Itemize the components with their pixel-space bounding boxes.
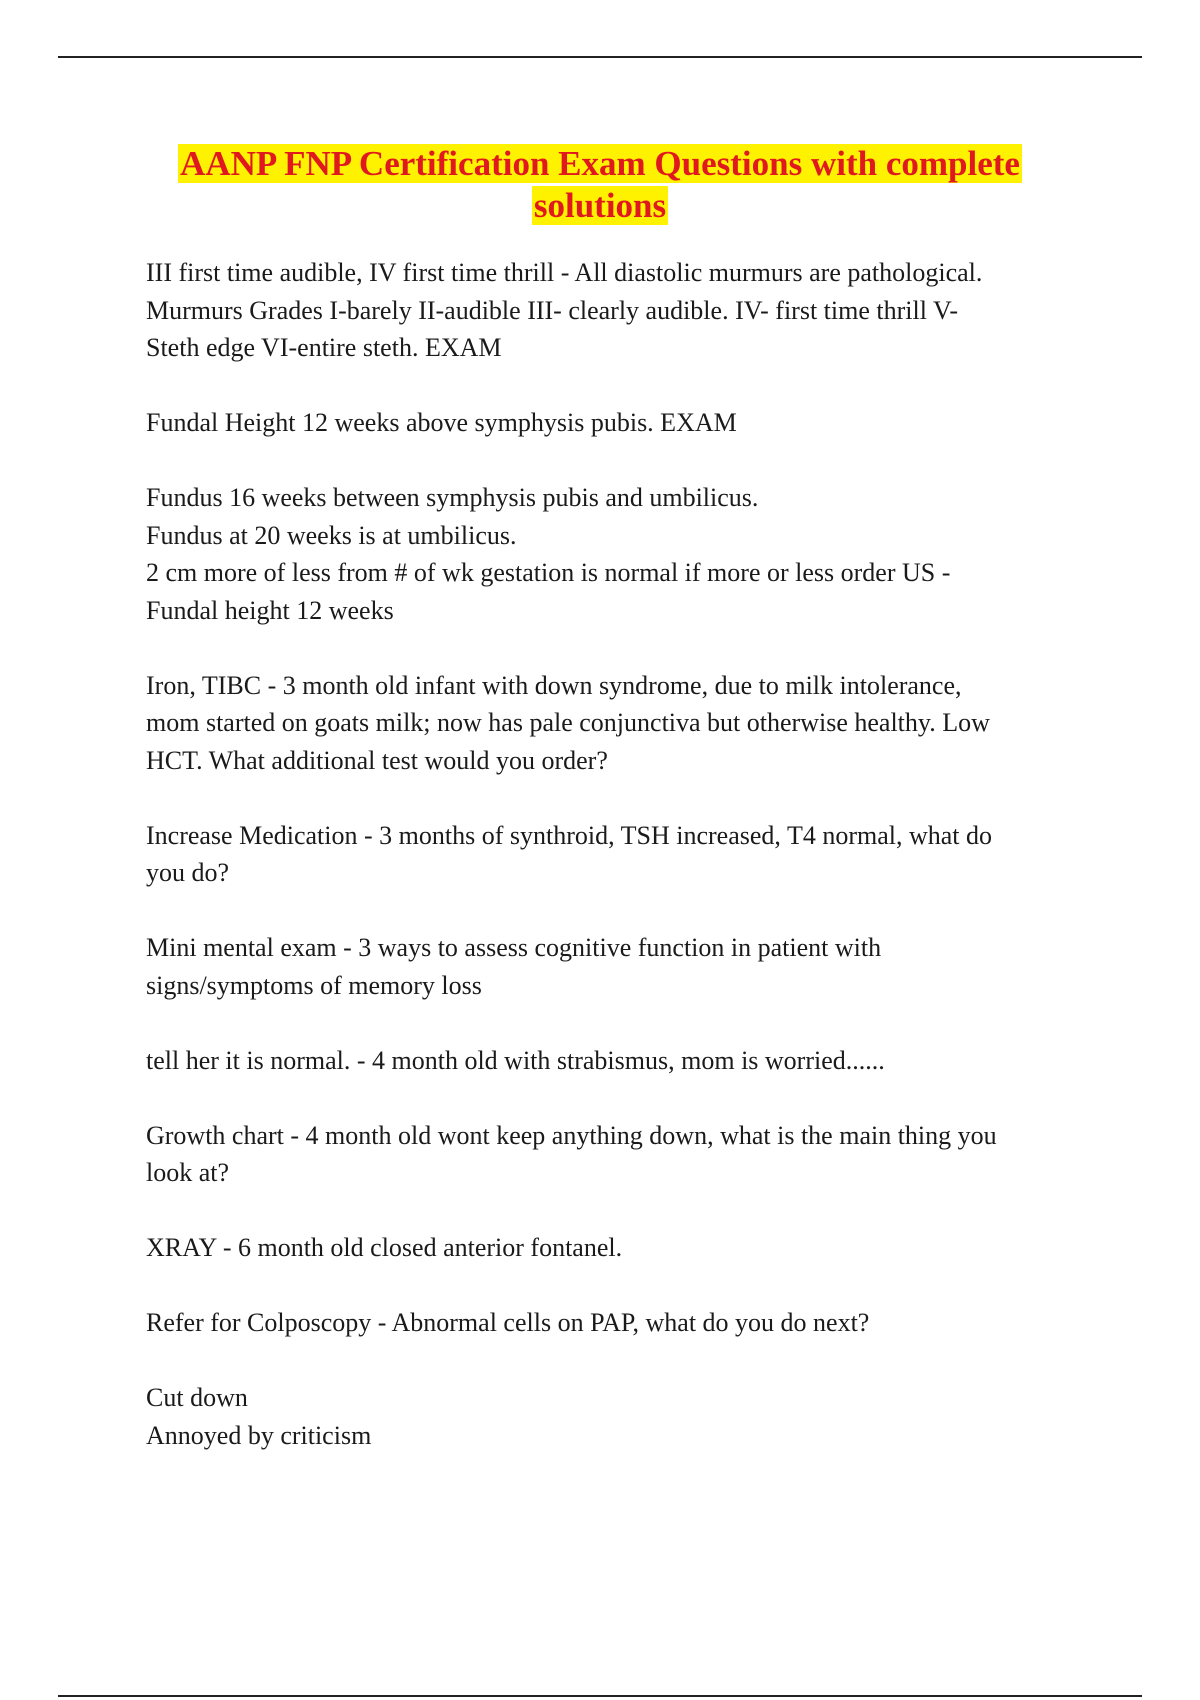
paragraph-line: Cut down [146,1383,248,1412]
title-line: solutions [533,186,667,225]
question-paragraph [146,1117,1086,1192]
question-paragraph [146,817,1086,892]
paragraph-line: signs/symptoms of memory loss [146,970,482,1000]
paragraph-line: look at? [146,1158,230,1187]
paragraph-line: HCT. What additional test would you order? [146,745,608,775]
paragraph-line: Annoyed by criticism [146,1420,372,1450]
paragraph-line: Increase Medication - 3 months of synthroid, TSH increased, T4 normal, what do [146,820,993,850]
page-top-rule [58,56,1142,58]
paragraph-line: Iron, TIBC - 3 month old infant with down syndrome, due to milk intolerance, [146,670,962,700]
question-paragraph [146,929,1086,1004]
paragraph-line: XRAY - 6 month old closed anterior fontanel. [146,1233,623,1262]
paragraph-line: Fundus 16 weeks between symphysis pubis and umbilicus. [146,483,759,512]
title-line: AANP FNP Certification Exam Questions with complete [180,144,1020,183]
page-bottom-rule [58,1695,1142,1697]
question-paragraph [146,479,1086,629]
paragraph-line: Fundal height 12 weeks [146,595,394,625]
paragraph-line: Refer for Colposcopy - Abnormal cells on PAP, what do you do next? [146,1308,870,1337]
paragraph-line: Fundus at 20 weeks is at umbilicus. [146,520,517,550]
document-title [140,143,1060,227]
paragraph-line: Murmurs Grades I-barely II-audible III- clearly audible. IV- first time thrill V- [146,295,959,325]
question-paragraph [146,1229,1086,1267]
paragraph-line: III first time audible, IV first time thrill - All diastolic murmurs are pathological. [146,258,983,287]
question-paragraph [146,1379,1086,1454]
question-paragraph [146,404,1086,442]
paragraph-line: Fundal Height 12 weeks above symphysis pubis. EXAM [146,408,737,437]
document-body [146,254,1086,1492]
paragraph-line: tell her it is normal. - 4 month old with strabismus, mom is worried...... [146,1045,885,1075]
paragraph-line: mom started on goats milk; now has pale conjunctiva but otherwise healthy. Low [146,708,990,737]
paragraph-line: Steth edge VI-entire steth. EXAM [146,333,502,362]
question-paragraph [146,1304,1086,1342]
paragraph-line: Mini mental exam - 3 ways to assess cognitive function in patient with [146,933,882,962]
question-paragraph [146,667,1086,780]
question-paragraph [146,1042,1086,1080]
paragraph-line: 2 cm more of less from # of wk gestation is normal if more or less order US - [146,558,951,587]
paragraph-line: Growth chart - 4 month old wont keep anything down, what is the main thing you [146,1120,997,1150]
question-paragraph [146,254,1086,367]
paragraph-line: you do? [146,858,230,887]
